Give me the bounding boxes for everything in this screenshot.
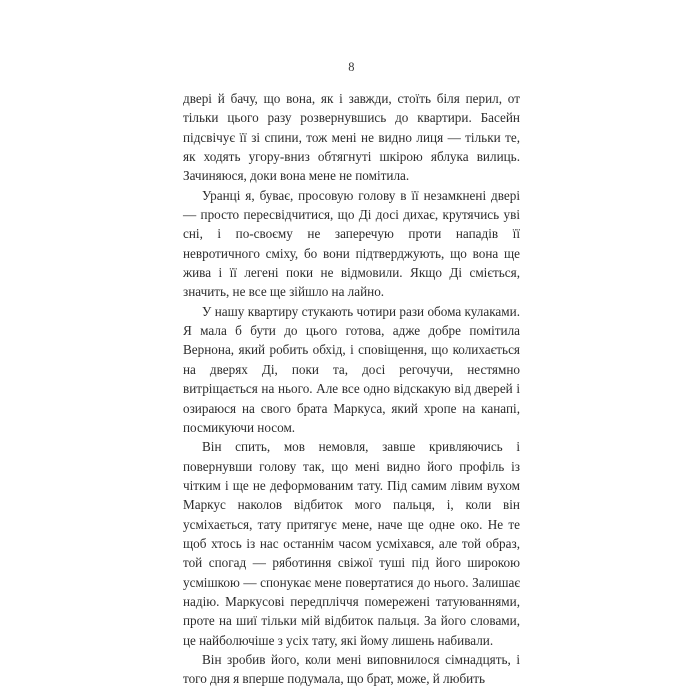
text-column <box>183 89 520 689</box>
paragraph: Він спить, мов немовля, завше кривляючись і повернувши голову так, що мені видно його профіль із чітким і ще не деформованим тату. Під самим лівим вухом Маркус наколов відбиток мого пальця, і, коли він усміхається, тату притягує мене, наче ще одне око. Не те щоб хтось із нас останнім часом усміхався, але той образ, той спогад — рябoтиння свіжої туші під його широкою усмішкою — спонукає мене повертатися до нього. Залишає надію. Маркусові передпліччя помережені татуюваннями, проте на шиї тільки мій відбиток пальця. За його словами, це найболючіше з усіх тату, які йому лишень набивали. <box>183 439 520 648</box>
paragraph: двері й бачу, що вона, як і завжди, стоїть біля перил, от тільки цього разу розвернувшись до квартири. Басейн підсвічує її зі спини, тож мені не видно лиця — тільки те, як ходять угору-вниз обтягнуті шкірою яблука вилиць. Зачиняюся, доки вона мене не помітила. <box>183 91 520 184</box>
page-number: 8 <box>348 60 355 74</box>
paragraph: Він зробив його, коли мені виповнилося сімнадцять, і того дня я вперше подумала, що брат, може, й любить <box>183 651 520 687</box>
paragraph: Уранці я, буває, просовую голову в її незамкнені двері — просто пересвідчитися, що Ді досі дихає, крутячись уві сні, і по-своєму не заперечую проти нападів її невротичного сміху, бо вони підтверджують, що вона ще жива і її легені поки не відмовили. Якщо Ді сміється, значить, не все ще зійшло на лайно. <box>183 187 520 300</box>
paragraph: У нашу квартиру стукають чотири рази обома кулаками. Я мала б бути до цього готова, адже добре помітила Вернона, який робить обхід, і сповіщення, що колихається на дверях Ді, поки та, досі регочучи, нестямно витріщається на нього. Але все одно відскакую від дверей і озираюся на свого брата Маркуса, який хропе на канапі, посмикуючи носом. <box>183 303 520 435</box>
